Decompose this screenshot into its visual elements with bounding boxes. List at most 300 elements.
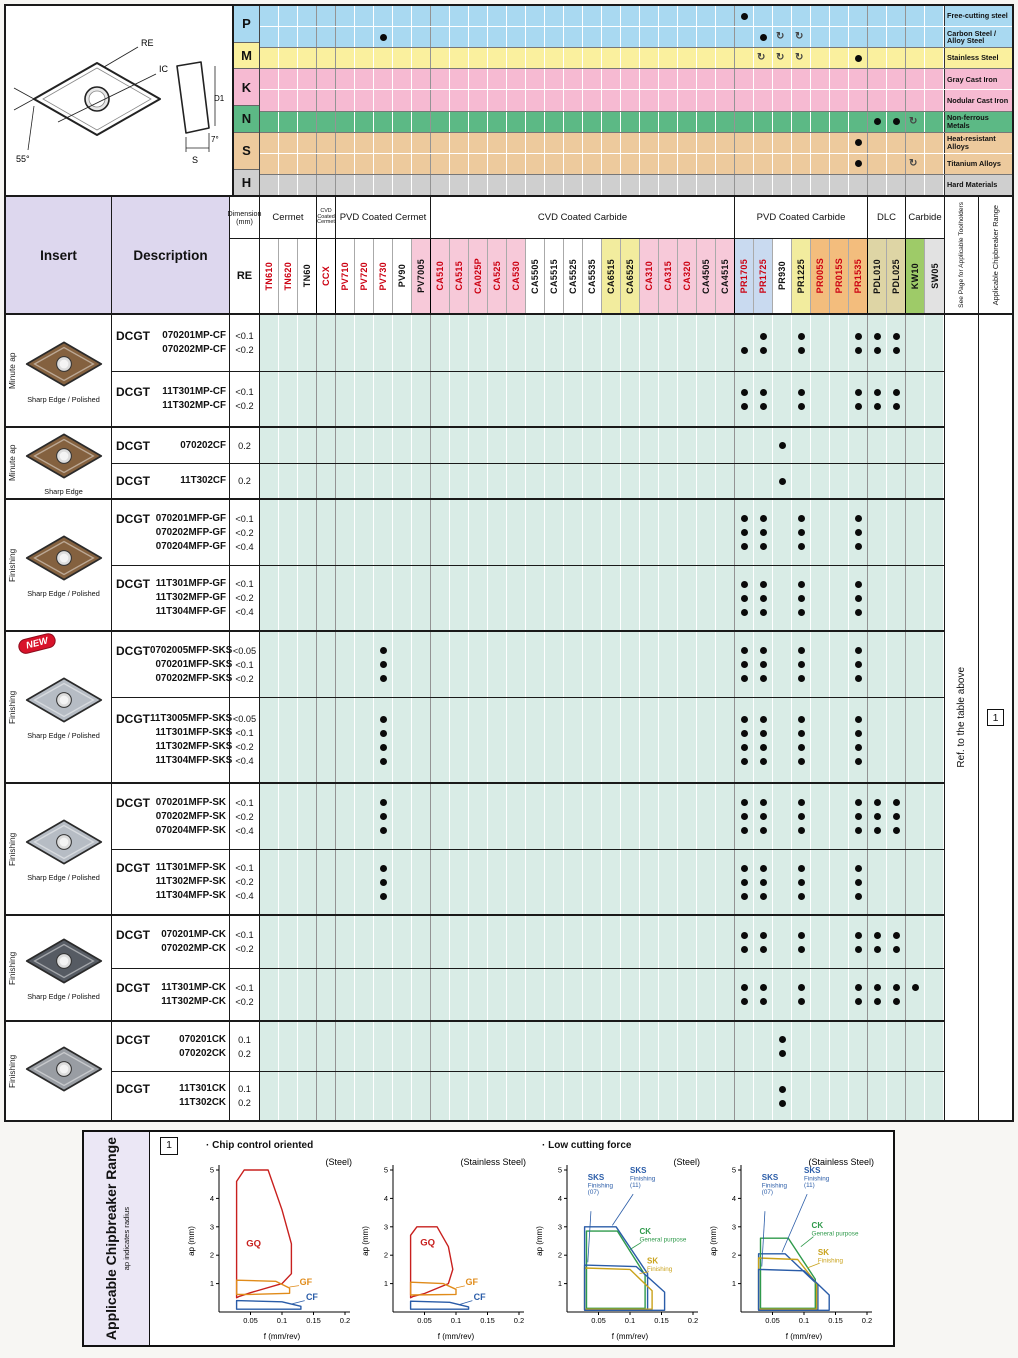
- grade-dot-PV730: [380, 893, 387, 900]
- svg-text:2: 2: [557, 1250, 562, 1260]
- grade-dot-PR1535: [855, 515, 862, 522]
- grade-dot-PR1725: [760, 716, 767, 723]
- grade-column-CA025P: [469, 239, 488, 313]
- grade-dots-area: [260, 784, 944, 849]
- grade-dots-area: [260, 698, 944, 782]
- grade-dot-PR1725: [760, 827, 767, 834]
- group-divider: [316, 464, 317, 498]
- svg-text:(11): (11): [804, 1181, 815, 1189]
- series-name: DCGT: [116, 577, 150, 591]
- insert-photo: [20, 935, 108, 987]
- group-divider: [316, 1072, 317, 1120]
- table-body: [4, 315, 1014, 1122]
- material-row-cells: [260, 133, 944, 153]
- group-divider: [867, 632, 868, 697]
- grade-dot-PR1705: [741, 799, 748, 806]
- column-group-pvd-coated-carbide: PVD Coated Carbide: [735, 197, 868, 238]
- group-divider: [905, 154, 906, 174]
- group-divider: [430, 175, 431, 195]
- grade-dot-PDL010: [874, 333, 881, 340]
- group-divider: [430, 566, 431, 630]
- re-value: <0.4: [235, 825, 254, 836]
- model-list: [180, 439, 226, 453]
- re-value: <0.1: [235, 331, 254, 341]
- grade-dot-PR1725: [760, 865, 767, 872]
- material-label: Hard Materials: [944, 175, 1012, 195]
- group-divider: [316, 27, 317, 47]
- section-rows: [112, 916, 944, 1020]
- material-row-titanium-alloys: [260, 154, 1012, 175]
- group-divider: [335, 969, 336, 1020]
- svg-text:SK: SK: [817, 1248, 829, 1258]
- group-divider: [734, 69, 735, 89]
- grade-dot-PV730: [380, 730, 387, 737]
- grade-dot-PV730: [380, 827, 387, 834]
- grade-dot-PDL025: [893, 827, 900, 834]
- re-value: <0.4: [235, 607, 254, 617]
- material-label: Stainless Steel: [944, 48, 1012, 68]
- description-cell: [112, 632, 233, 697]
- model-list: [179, 1033, 226, 1061]
- svg-text:GQ: GQ: [420, 1237, 436, 1249]
- insert-cell: [6, 916, 112, 1020]
- section-rows: [112, 500, 944, 630]
- material-class-N: N: [234, 106, 259, 132]
- d1-label: D1: [214, 94, 225, 103]
- group-divider: [867, 698, 868, 782]
- svg-text:ap (mm): ap (mm): [709, 1226, 718, 1256]
- grade-dot-PR1225: [798, 609, 805, 616]
- svg-text:Finishing: Finishing: [630, 1175, 656, 1183]
- group-divider: [335, 48, 336, 68]
- grade-dot-PR1725: [760, 595, 767, 602]
- material-class-M: M: [234, 43, 259, 69]
- material-row-nodular-cast-iron: [260, 90, 1012, 111]
- group-divider: [905, 1072, 906, 1120]
- grade-dot-PDL025: [893, 347, 900, 354]
- top-block: [4, 4, 1014, 197]
- grade-dot-PDL025: [893, 813, 900, 820]
- svg-text:CF: CF: [473, 1292, 486, 1303]
- model-number: 070201MP-CK: [161, 929, 226, 940]
- model-number: 11T304MFP-SKS: [155, 755, 233, 766]
- material-row-cells: [260, 27, 944, 47]
- group-divider: [905, 90, 906, 110]
- grade-dot-PR1225: [798, 675, 805, 682]
- group-divider: [316, 632, 317, 697]
- svg-text:0.1: 0.1: [798, 1316, 810, 1325]
- grade-dot-PDL025: [893, 932, 900, 939]
- group-divider: [430, 632, 431, 697]
- group-divider: [316, 315, 317, 371]
- grade-column-CA6525: [621, 239, 640, 313]
- grade-column-TN610: [260, 239, 279, 313]
- series-name: DCGT: [116, 643, 150, 658]
- grade-name-PDL025: PDL025: [891, 258, 901, 294]
- grade-name-CA6515: CA6515: [606, 258, 616, 294]
- svg-text:5: 5: [383, 1165, 388, 1175]
- group-divider: [734, 428, 735, 463]
- group-divider: [734, 315, 735, 371]
- see-page-header: [944, 197, 978, 313]
- grade-dots-area: [260, 315, 944, 371]
- svg-text:0.1: 0.1: [624, 1316, 636, 1325]
- chipbreaker-ref-number: 1: [987, 709, 1004, 726]
- group-divider: [905, 27, 906, 47]
- application-type-label: Finishing: [7, 690, 17, 724]
- grade-dots-area: [260, 566, 944, 630]
- group-divider: [905, 48, 906, 68]
- grade-dot-PR1225: [798, 543, 805, 550]
- grade-column-CA5535: [583, 239, 602, 313]
- grade-dot-PR1705: [741, 730, 748, 737]
- grade-name-TN620: TN620: [283, 261, 293, 291]
- group-divider: [335, 90, 336, 110]
- group-divider: [335, 784, 336, 849]
- grade-dot-PR1705: [741, 716, 748, 723]
- grade-dot-PDL025: [893, 984, 900, 991]
- grade-dot-PV730: [380, 879, 387, 886]
- re-value: <0.1: [235, 930, 254, 940]
- group-divider: [734, 1022, 735, 1071]
- group-divider: [335, 175, 336, 195]
- grade-dot-PR1225: [798, 799, 805, 806]
- group-divider: [867, 90, 868, 110]
- grade-dot-PR1705: [741, 893, 748, 900]
- chipbreaker-header-label: Applicable Chipbreaker Range: [991, 204, 1000, 306]
- grade-name-CA510: CA510: [435, 261, 445, 291]
- svg-text:SK: SK: [647, 1256, 659, 1266]
- group-divider: [734, 154, 735, 174]
- svg-text:Finishing: Finishing: [817, 1257, 844, 1265]
- model-number: 070204MFP-SK: [155, 824, 226, 836]
- insert-cell: [6, 1022, 112, 1120]
- group-divider: [316, 916, 317, 968]
- grade-dot-PR1535: [855, 595, 862, 602]
- group-divider: [335, 27, 336, 47]
- group-divider: [430, 698, 431, 782]
- re-value: <0.2: [235, 877, 254, 887]
- insert-section-4: [6, 784, 944, 916]
- insert-section-3: [6, 632, 944, 784]
- description-cell: [112, 566, 230, 630]
- group-divider: [905, 6, 906, 26]
- grade-dots-area: [260, 969, 944, 1020]
- group-divider: [734, 6, 735, 26]
- edge-caption: Sharp Edge / Polished: [27, 992, 100, 1001]
- model-list: [156, 512, 226, 554]
- group-divider: [905, 632, 906, 697]
- grade-dot-PDL025: [893, 333, 900, 340]
- material-row-cells: [260, 175, 944, 195]
- grade-dot-PR1705: [741, 865, 748, 872]
- grade-name-CA315: CA315: [663, 261, 673, 291]
- grade-dot-PR1725: [760, 946, 767, 953]
- svg-text:Finishing: Finishing: [761, 1182, 787, 1190]
- group-divider: [430, 372, 431, 426]
- grade-name-CA515: CA515: [454, 261, 464, 291]
- re-cell: [230, 698, 260, 782]
- application-type-label: Finishing: [7, 832, 17, 866]
- material-row-cells: [260, 90, 944, 110]
- group-divider: [430, 69, 431, 89]
- series-name: DCGT: [116, 385, 150, 399]
- grade-dot-PR1535: [855, 581, 862, 588]
- model-block: [112, 916, 944, 968]
- grade-column-CA5525: [564, 239, 583, 313]
- grade-dot-PDL010: [874, 403, 881, 410]
- grade-dot-PR1535: [855, 333, 862, 340]
- group-divider: [734, 566, 735, 630]
- insert-header: [6, 197, 112, 313]
- material-row-cells: [260, 6, 944, 26]
- group-divider: [905, 428, 906, 463]
- model-number: 070201MFP-SKS: [155, 658, 233, 670]
- svg-text:3: 3: [383, 1222, 388, 1232]
- re-value: <0.4: [235, 756, 254, 766]
- grade-dot-PV730: [380, 675, 387, 682]
- svg-text:SKS: SKS: [804, 1165, 821, 1175]
- grade-dot-PV730: [380, 661, 387, 668]
- model-list: [162, 385, 226, 413]
- second-choice-icon-PR1225: ↻: [795, 31, 804, 43]
- grade-name-PR005S: PR005S: [815, 258, 825, 294]
- group-divider: [734, 969, 735, 1020]
- group-divider: [335, 69, 336, 89]
- grade-dot-PR1725: [760, 932, 767, 939]
- grade-dot-PDL025: [893, 403, 900, 410]
- ic-label: IC: [159, 64, 168, 74]
- group-divider: [316, 69, 317, 89]
- model-block: [112, 1071, 944, 1120]
- grade-dot-PDL010: [874, 946, 881, 953]
- svg-text:f (mm/rev): f (mm/rev): [611, 1332, 649, 1341]
- svg-text:General purpose: General purpose: [811, 1230, 859, 1238]
- grade-dot-PR1725: [760, 347, 767, 354]
- svg-text:GF: GF: [465, 1277, 478, 1288]
- group-divider: [867, 27, 868, 47]
- group-divider: [430, 315, 431, 371]
- description-cell: [112, 784, 230, 849]
- series-name: DCGT: [116, 980, 150, 995]
- grade-dot-PR1225: [798, 647, 805, 654]
- grade-dot-PV730: [380, 799, 387, 806]
- svg-text:0.2: 0.2: [513, 1316, 525, 1325]
- low-cutting-force-group-label: · Low cutting force: [542, 1140, 632, 1151]
- grade-dot-PR1705: [741, 661, 748, 668]
- material-row-hard-materials: [260, 175, 1012, 195]
- re-value: <0.2: [235, 742, 254, 752]
- svg-text:5: 5: [557, 1165, 562, 1175]
- material-class-S: S: [234, 133, 259, 170]
- model-block: [112, 697, 944, 782]
- grade-dot-PR1705: [741, 827, 748, 834]
- grade-dot-PR930: [779, 442, 786, 449]
- chipbreaker-charts: [186, 1156, 876, 1347]
- re-value: <0.2: [235, 673, 254, 684]
- chipbreaker-chart-3: [708, 1156, 876, 1347]
- model-number: 11T301CK: [179, 1083, 226, 1094]
- grade-column-PR1705: [735, 239, 754, 313]
- grade-dot-PR1225: [798, 595, 805, 602]
- model-number: 11T304MFP-SK: [155, 890, 226, 901]
- grade-dot-PR1535: [855, 946, 862, 953]
- re-value: <0.1: [235, 863, 254, 873]
- group-divider: [430, 1022, 431, 1071]
- re-cell: [230, 1072, 260, 1120]
- grade-dot-PR1725: [760, 744, 767, 751]
- grade-dot-PR1705: [741, 758, 748, 765]
- material-label: Non-ferrous Metals: [944, 112, 1012, 132]
- material-class-column: [234, 6, 260, 195]
- grade-dot-PR1535: [855, 758, 862, 765]
- grade-dot-PR1535: [855, 403, 862, 410]
- chipbreaker-box-ref-number: 1: [160, 1137, 178, 1155]
- re-value: <0.05: [232, 714, 257, 724]
- re-cell: [230, 372, 260, 426]
- group-divider: [867, 784, 868, 849]
- grade-columns-header: [260, 197, 944, 313]
- model-number: 11T301MP-CK: [161, 981, 226, 993]
- re-value: 0.1: [238, 1084, 251, 1094]
- insert-photo: [20, 338, 108, 390]
- column-group-dlc: DLC: [868, 197, 906, 238]
- grade-dot-PR1225: [798, 347, 805, 354]
- second-choice-icon-PR930: ↻: [776, 31, 785, 43]
- model-block: [112, 565, 944, 630]
- grade-name-CA4515: CA4515: [720, 258, 730, 294]
- grade-dot-PV730: [380, 865, 387, 872]
- insert-section-1: [6, 428, 944, 500]
- model-number: 070202CK: [179, 1047, 226, 1059]
- grade-dot-PR1725: [760, 403, 767, 410]
- svg-text:2: 2: [383, 1250, 388, 1260]
- group-divider: [734, 112, 735, 132]
- grade-name-CA6525: CA6525: [625, 258, 635, 294]
- material-label: Titanium Alloys: [944, 154, 1012, 174]
- group-divider: [430, 428, 431, 463]
- svg-text:(07): (07): [761, 1188, 773, 1196]
- grade-dot-PR1725: [760, 333, 767, 340]
- insert-photo: [20, 1043, 108, 1095]
- grade-dot-PR1535: [855, 744, 862, 751]
- insert-photo: [20, 430, 108, 482]
- group-divider: [430, 464, 431, 498]
- grade-dot-PR1225: [798, 403, 805, 410]
- grade-dot-PR1535: [855, 716, 862, 723]
- grade-column-PV90: [393, 239, 412, 313]
- grade-dot-PR1535: [855, 827, 862, 834]
- grade-dot-PR1225: [798, 730, 805, 737]
- grade-dot-PDL010: [874, 389, 881, 396]
- edge-caption: Sharp Edge / Polished: [27, 394, 100, 404]
- first-choice-dot-PDL025: [893, 118, 900, 125]
- application-type-label: Minute ap: [7, 352, 17, 389]
- grade-column-CA320: [678, 239, 697, 313]
- insert-image: [20, 338, 108, 395]
- material-row-cells: [260, 154, 944, 174]
- grade-dot-PR1725: [760, 543, 767, 550]
- re-cell: [230, 969, 260, 1020]
- model-block: [112, 500, 944, 565]
- re-value: <0.1: [235, 982, 254, 993]
- grade-dots-area: [260, 632, 944, 697]
- svg-text:4: 4: [209, 1193, 214, 1203]
- grade-dot-PV730: [380, 716, 387, 723]
- grade-column-PDL010: [868, 239, 887, 313]
- grade-column-PR005S: [811, 239, 830, 313]
- grade-name-PV90: PV90: [397, 264, 407, 288]
- insert-image: [20, 816, 108, 873]
- grade-dot-PR1225: [798, 893, 805, 900]
- grade-dot-PR1225: [798, 661, 805, 668]
- chipbreaker-chart-1: [360, 1156, 528, 1347]
- grade-dot-PR1705: [741, 347, 748, 354]
- grade-dots-area: [260, 1022, 944, 1071]
- re-cell: [230, 850, 260, 914]
- group-divider: [867, 500, 868, 565]
- description-cell: [112, 500, 230, 565]
- insert-cell: [6, 632, 112, 782]
- re-cell: [230, 784, 260, 849]
- chipbreaker-box-note: ap indicates radius: [121, 1206, 131, 1271]
- first-choice-dot-PV730: [380, 34, 387, 41]
- svg-text:1: 1: [731, 1279, 736, 1289]
- grade-column-CA525: [488, 239, 507, 313]
- column-group-carbide: Carbide: [908, 211, 942, 223]
- group-divider: [430, 969, 431, 1020]
- grade-dot-PR1535: [855, 543, 862, 550]
- group-divider: [430, 112, 431, 132]
- group-divider: [905, 112, 906, 132]
- grade-name-PV710: PV710: [340, 261, 350, 291]
- grade-name-CA525: CA525: [492, 261, 502, 291]
- group-divider: [867, 133, 868, 153]
- group-divider: [867, 69, 868, 89]
- group-divider: [316, 372, 317, 426]
- grade-dot-PR1705: [741, 984, 748, 991]
- chip-control-group-label: · Chip control oriented: [206, 1140, 314, 1151]
- grade-dot-PR1535: [855, 389, 862, 396]
- svg-text:SKS: SKS: [587, 1172, 605, 1182]
- group-divider: [867, 428, 868, 463]
- svg-text:f (mm/rev): f (mm/rev): [263, 1332, 301, 1341]
- group-divider: [867, 464, 868, 498]
- svg-text:f (mm/rev): f (mm/rev): [785, 1332, 823, 1341]
- chipbreaker-chart-2: [534, 1156, 702, 1347]
- svg-text:GF: GF: [299, 1277, 313, 1288]
- grade-dot-PR1725: [760, 661, 767, 668]
- series-name: DCGT: [116, 1032, 150, 1047]
- grade-column-TN60: [298, 239, 317, 313]
- group-divider: [734, 632, 735, 697]
- svg-text:0.2: 0.2: [861, 1316, 873, 1325]
- group-divider: [734, 133, 735, 153]
- grade-dot-PR1725: [760, 515, 767, 522]
- svg-text:(Stainless Steel): (Stainless Steel): [808, 1157, 874, 1167]
- grade-dots-area: [260, 500, 944, 565]
- grade-dot-PV730: [380, 813, 387, 820]
- insert-image: [20, 532, 108, 589]
- group-divider: [734, 464, 735, 498]
- grade-dot-PR1725: [760, 758, 767, 765]
- grade-dot-PR1725: [760, 879, 767, 886]
- group-divider: [867, 372, 868, 426]
- re-value: 0.1: [238, 1034, 251, 1045]
- svg-text:0.15: 0.15: [654, 1316, 669, 1325]
- grade-dot-PR1705: [741, 647, 748, 654]
- grade-dot-PR1705: [741, 609, 748, 616]
